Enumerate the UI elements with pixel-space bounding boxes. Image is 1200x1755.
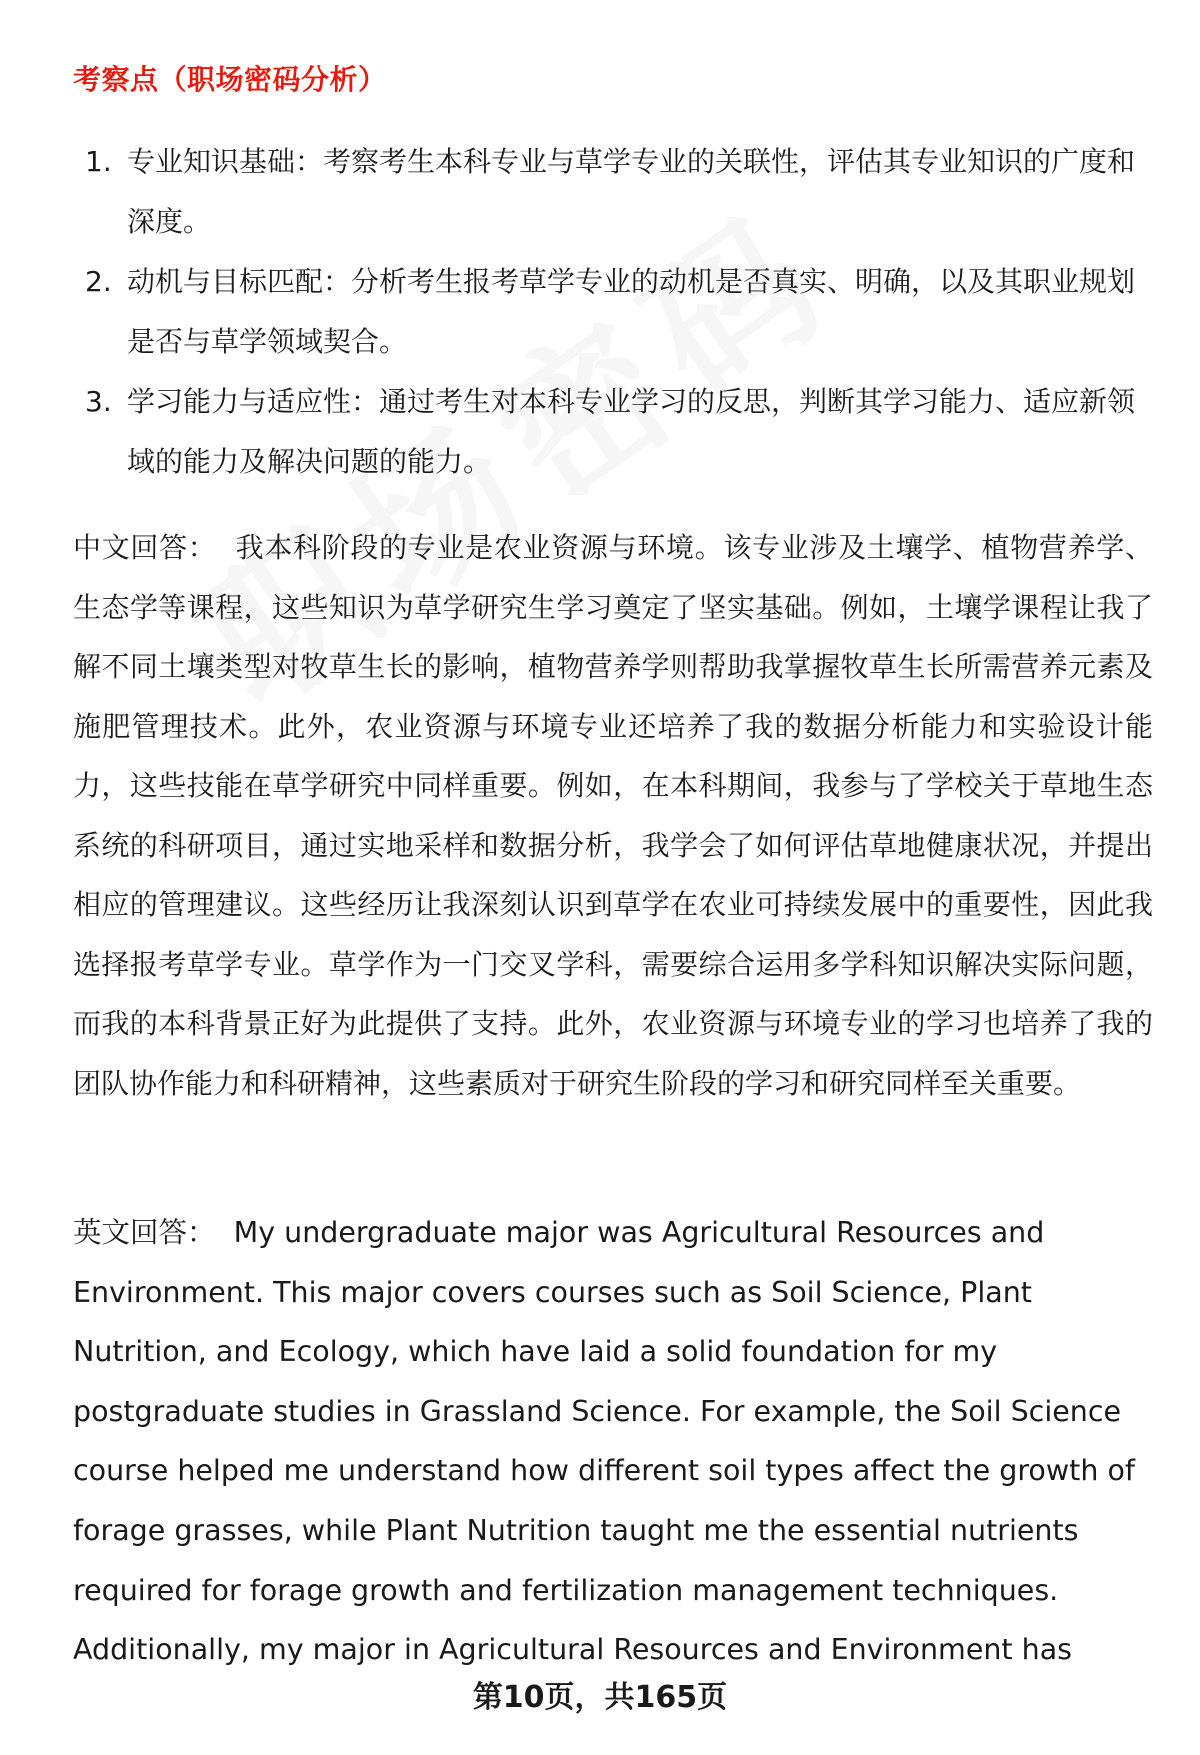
list-item-text: 学习能力与适应性：通过考生对本科专业学习的反思，判断其学习能力、适应新领域的能力及解决问题的能力。	[127, 385, 1136, 478]
chinese-answer-label: 中文回答：	[73, 531, 217, 564]
english-answer-label: 英文回答：	[73, 1216, 216, 1249]
list-item	[73, 132, 1148, 252]
list-item-number: 2.	[85, 265, 112, 298]
english-answer-text: My undergraduate major was Agricultural Resources and Environment. This major covers courses such as Soil Science, Plant Nutrition, and Ecology, which have laid a solid foundation for my postgraduate studies in Grassland Science. For example, the Soil Science course helped me understand how different soil types affect the growth of forage grasses, while Plant Nutrition taught me the essential nutrients required for forage growth and fertilization management techniques. Additionally, my major in Agricultural Resources and Environment has	[73, 1216, 1135, 1667]
chinese-answer-text: 我本科阶段的专业是农业资源与环境。该专业涉及土壤学、植物营养学、生态学等课程，这些知识为草学研究生学习奠定了坚实基础。例如，土壤学课程让我了解不同土壤类型对牧草生长的影响，植物营养学则帮助我掌握牧草生长所需营养元素及施肥管理技术。此外，农业资源与环境专业还培养了我的数据分析能力和实验设计能力，这些技能在草学研究中同样重要。例如，在本科期间，我参与了学校关于草地生态系统的科研项目，通过实地采样和数据分析，我学会了如何评估草地健康状况，并提出相应的管理建议。这些经历让我深刻认识到草学在农业可持续发展中的重要性，因此我选择报考草学专业。草学作为一门交叉学科，需要综合运用多学科知识解决实际问题，而我的本科背景正好为此提供了支持。此外，农业资源与环境专业的学习也培养了我的团队协作能力和科研精神，这些素质对于研究生阶段的学习和研究同样至关重要。	[73, 531, 1153, 1100]
chinese-answer-paragraph	[73, 518, 1153, 1113]
english-answer-paragraph	[73, 1203, 1148, 1680]
list-item-text: 专业知识基础：考察考生本科专业与草学专业的关联性，评估其专业知识的广度和深度。	[127, 145, 1136, 238]
list-item-text: 动机与目标匹配：分析考生报考草学专业的动机是否真实、明确，以及其职业规划是否与草学领域契合。	[127, 265, 1136, 358]
list-item-number: 1.	[85, 145, 112, 178]
assessment-points-list	[73, 132, 1148, 492]
page-footer: 第10页，共165页	[472, 1680, 728, 1715]
list-item-number: 3.	[85, 385, 112, 418]
list-item	[73, 252, 1148, 372]
section-title: 考察点（职场密码分析）	[73, 63, 387, 96]
list-item	[73, 372, 1148, 492]
